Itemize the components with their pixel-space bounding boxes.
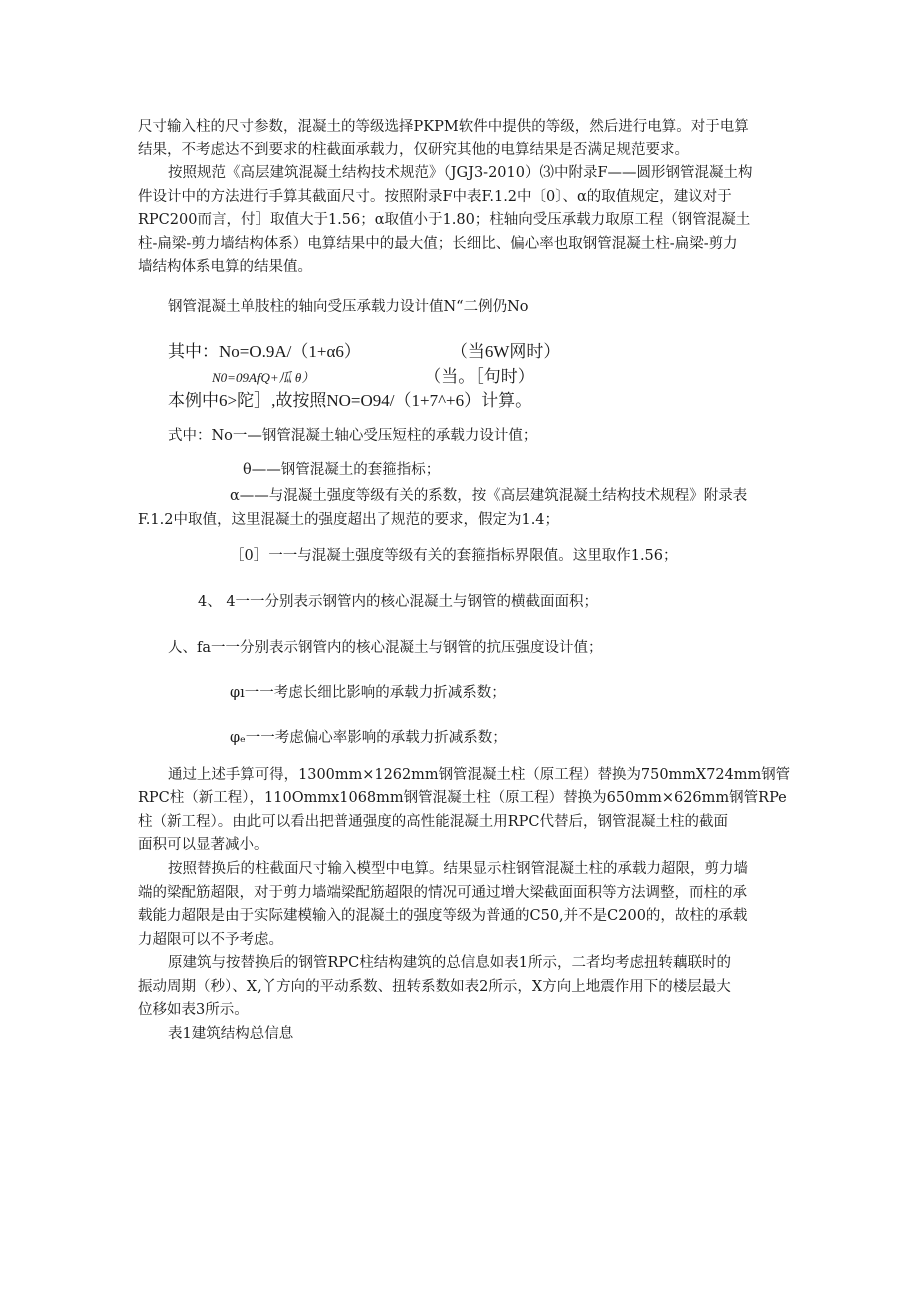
- formula-intro: 钢管混凝土单肢柱的轴向受压承载力设计值N“二例仍No: [168, 299, 529, 315]
- formula-2: [212, 366, 535, 390]
- formula-1-left: 其中：No=O.9A/（1+α6）: [168, 342, 361, 361]
- formula-2-condition: （当。［句时）: [424, 367, 535, 386]
- paragraph3-line-4: 面积可以显著减小。: [138, 837, 269, 853]
- paragraph2-line-3: RPC200而言，付］取值大于1.56；α取值小于1.80；柱轴向受压承载力取原工程（钢管混凝土: [138, 212, 751, 228]
- paragraph5-line-3: 位移如表3所示。: [138, 1002, 249, 1018]
- paragraph4-line-4: 力超限可以不予考虑。: [138, 932, 283, 948]
- definition-intro: 式中：No一—钢管混凝土轴心受压短柱的承载力设计值；: [168, 428, 538, 444]
- definition-alpha-line-2: F.1.2中取值，这里混凝土的强度超出了规范的要求，假定为1.4；: [138, 512, 560, 528]
- paragraph5-line-2: 振动周期（秒）、X,丫方向的平动系数、扭转系数如表2所示，X方向上地震作用下的楼层最大: [138, 979, 731, 995]
- paragraph1-line-1: 尺寸输入柱的尺寸参数，混凝土的等级选择PKPM软件中提供的等级，然后进行电算。对于电算: [138, 119, 749, 135]
- formula-1-condition: （当6W网时）: [450, 342, 561, 361]
- definition-areas: 4、 4一一分别表示钢管内的核心混凝土与钢管的横截面面积；: [198, 594, 599, 610]
- paragraph3-line-2: RPC柱（新工程），110Ommx1068mm钢管混凝土柱（原工程）替换为650mm×626mm钢管RPe: [138, 790, 787, 806]
- definition-theta: θ——钢管混凝土的套箍指标；: [243, 462, 441, 478]
- paragraph1-line-2: 结果，不考虑达不到要求的柱截面承载力，仅研究其他的电算结果是否满足规范要求。: [138, 142, 689, 158]
- definition-phi-l: φı一一考虑长细比影响的承载力折减系数；: [230, 685, 506, 701]
- formula-3: 本例中6>陀］,故按照NO=O94/（1+7^+6）计算。: [168, 391, 533, 410]
- paragraph3-line-3: 柱（新工程）。由此可以看出把普通强度的高性能混凝土用RPC代替后，钢管混凝土柱的截面: [138, 814, 729, 830]
- definition-theta0: ［0］一一与混凝土强度等级有关的套箍指标界限值。这里取作1.56；: [230, 548, 678, 564]
- paragraph3-line-1: 通过上述手算可得，1300mm×1262mm钢管混凝土柱（原工程）替换为750mmX724mm钢管: [168, 767, 791, 783]
- paragraph2-line-5: 墙结构体系电算的结果值。: [138, 259, 312, 275]
- paragraph4-line-2: 端的梁配筋超限，对于剪力墙端梁配筋超限的情况可通过增大梁截面面积等方法调整，而柱的承: [138, 885, 747, 901]
- paragraph2-line-1: 按照规范《高层建筑混凝土结构技术规范》（JGJ3-2010）⑶中附录F——圆形钢管混凝土构: [168, 165, 753, 181]
- definition-phi-e: φₑ一一考虑偏心率影响的承载力折减系数；: [230, 730, 507, 746]
- formula-2-left: N0=09AfQ+瓜 θ）: [212, 370, 315, 385]
- definition-alpha-line-1: α——与混凝土强度等级有关的系数，按《高层建筑混凝土结构技术规程》附录表: [230, 488, 748, 504]
- paragraph4-line-3: 载能力超限是由于实际建模输入的混凝土的强度等级为普通的C50,并不是C200的，故柱的承载: [138, 908, 748, 924]
- formula-1: [168, 341, 560, 363]
- paragraph2-line-2: 件设计中的方法进行手算其截面尺寸。按照附录F中表F.1.2中〔0〕、α的取值规定，建议对于: [138, 189, 732, 205]
- paragraph2-line-4: 柱-扁梁-剪力墙结构体系）电算结果中的最大值；长细比、偏心率也取钢管混凝土柱-扁梁-剪力: [138, 236, 738, 252]
- paragraph5-line-1: 原建筑与按替换后的钢管RPC柱结构建筑的总信息如表1所示，二者均考虑扭转藕联时的: [168, 955, 731, 971]
- definition-strengths: 人、fa一一分别表示钢管内的核心混凝土与钢管的抗压强度设计值；: [168, 640, 603, 656]
- paragraph4-line-1: 按照替换后的柱截面尺寸输入模型中电算。结果显示柱钢管混凝土柱的承载力超限，剪力墙: [168, 861, 748, 877]
- table-caption: 表1建筑结构总信息: [168, 1026, 294, 1042]
